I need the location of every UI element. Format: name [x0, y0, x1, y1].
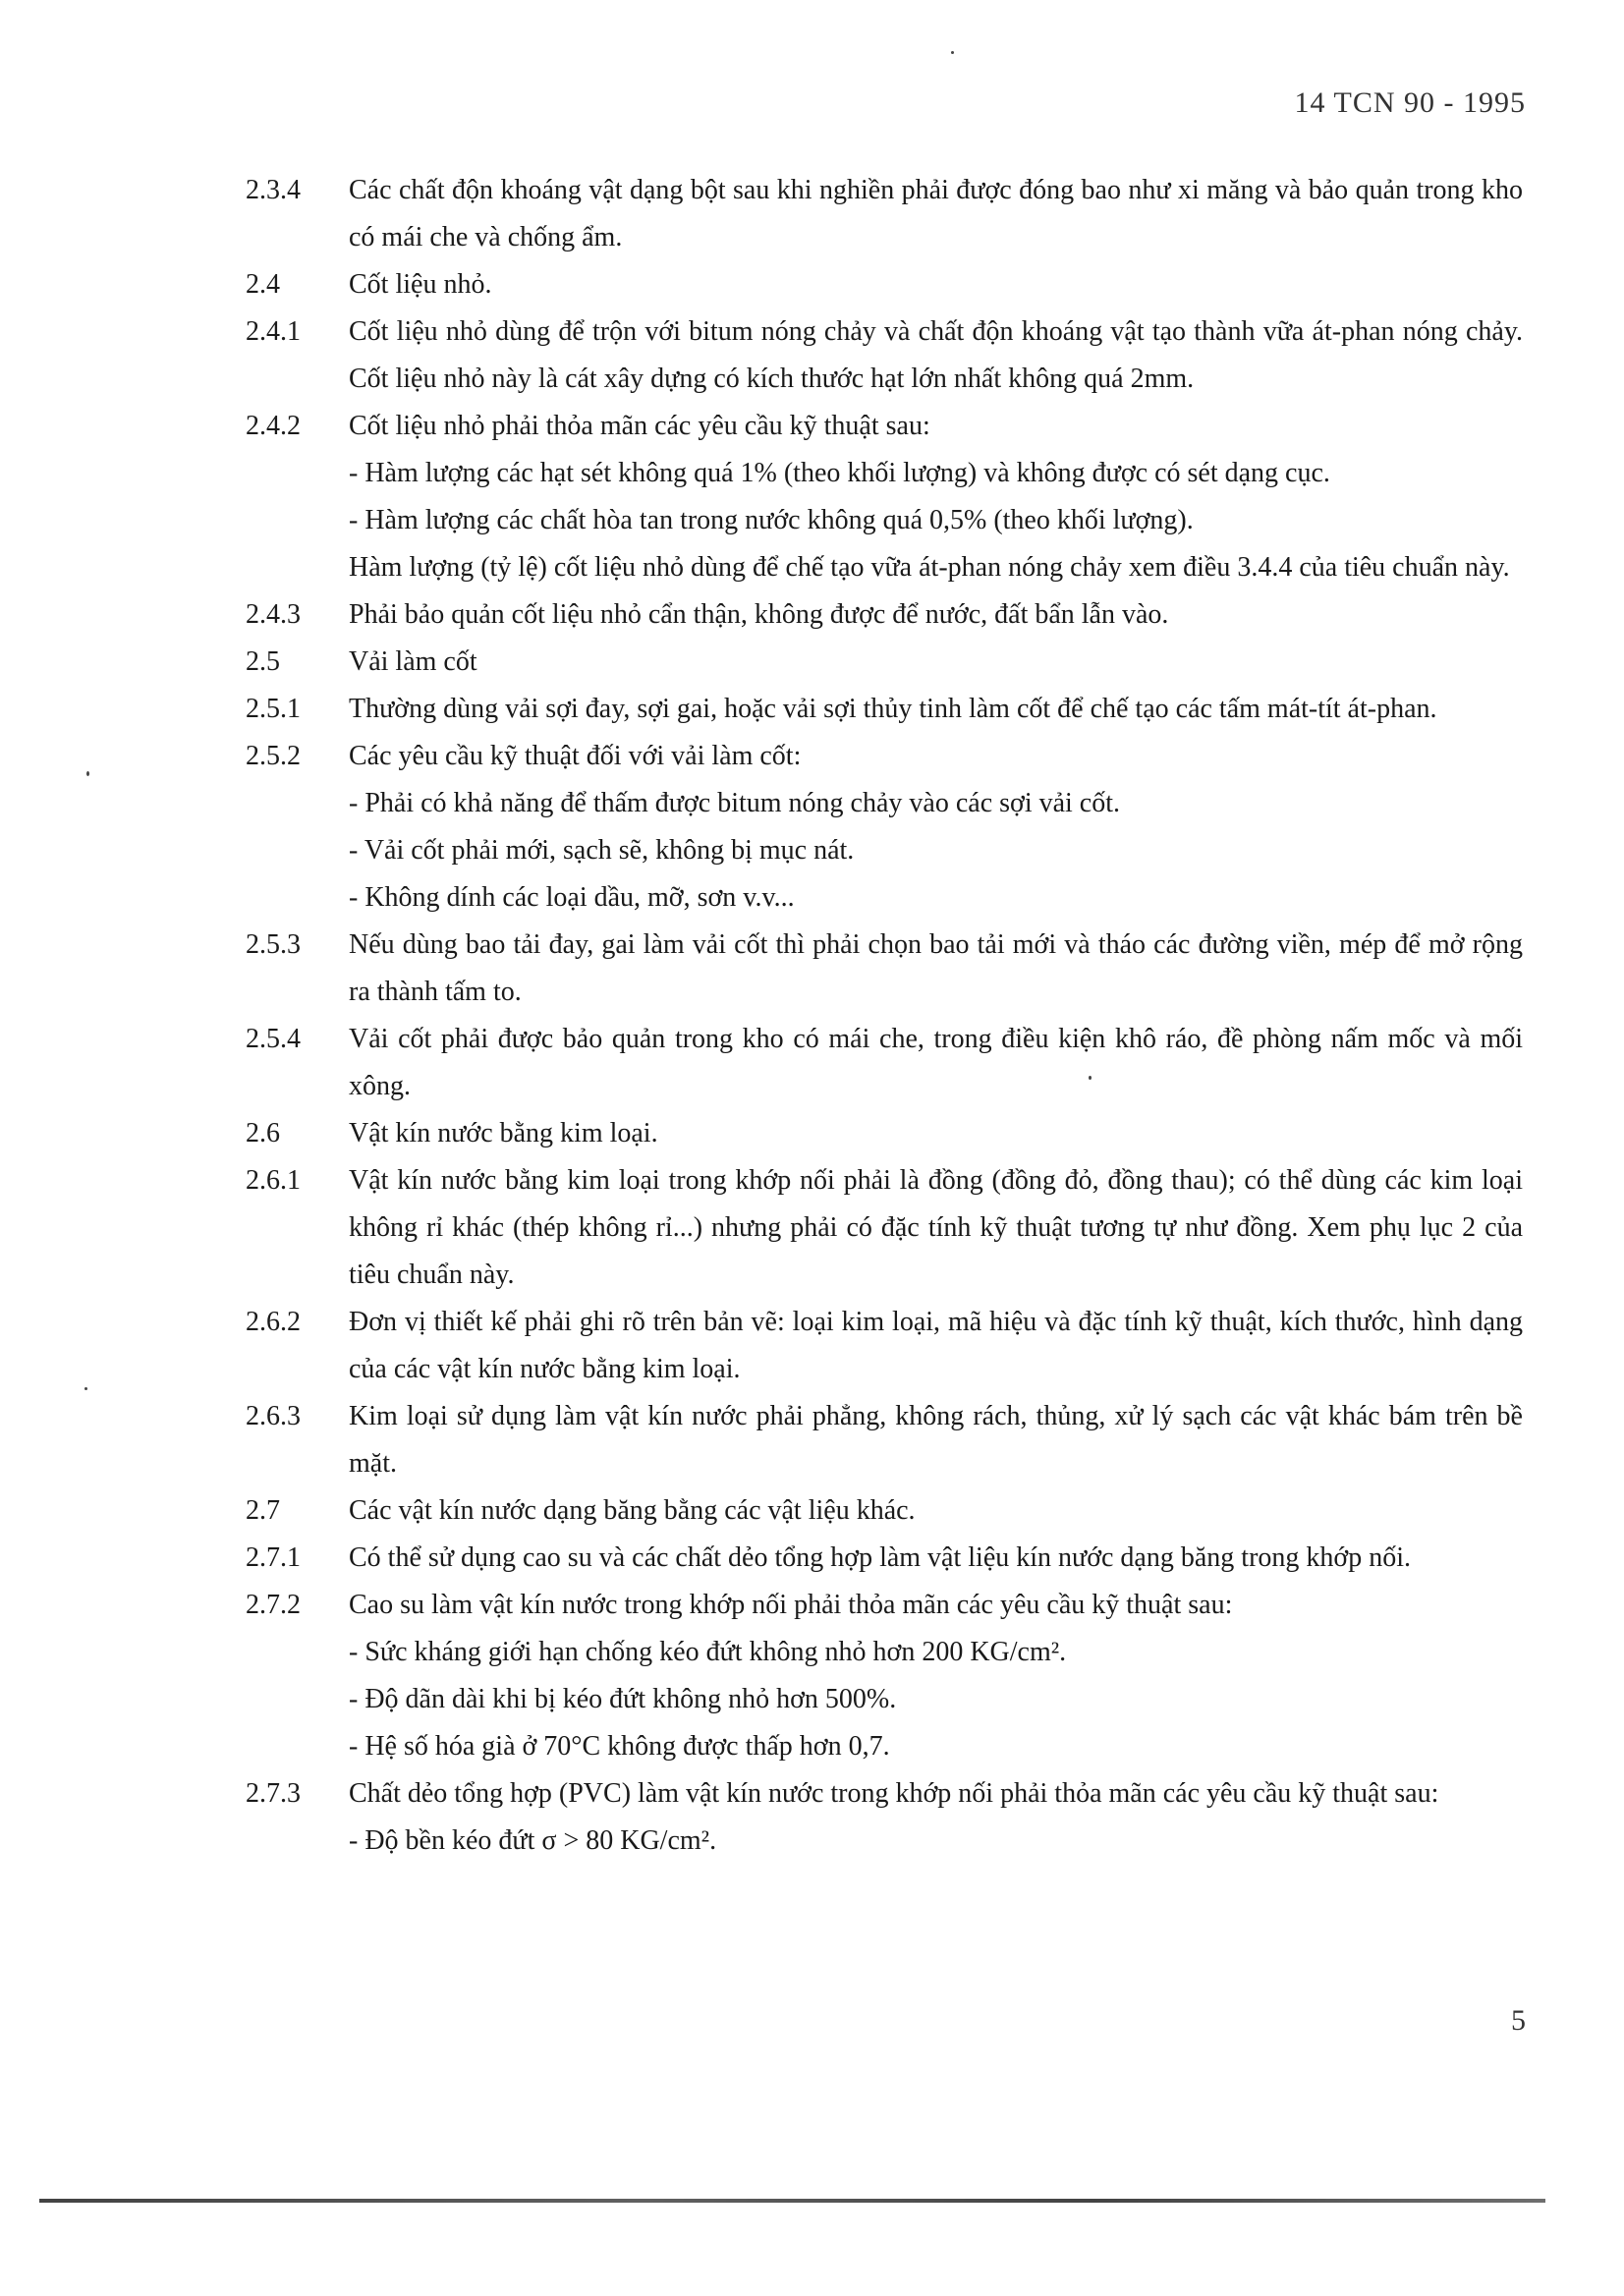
clause-paragraph: Kim loại sử dụng làm vật kín nước phải phẳng, không rách, thủng, xử lý sạch các vật khác bám trên bề mặt.: [349, 1401, 1523, 1479]
clause-subline: - Độ dãn dài khi bị kéo đứt không nhỏ hơn 500%.: [349, 1684, 897, 1714]
clause-2-6-2: [246, 1299, 1523, 1393]
clause-paragraph: Vật kín nước bằng kim loại.: [349, 1118, 658, 1148]
clause-2-7-3: [246, 1770, 1523, 1865]
clause-subline: - Hàm lượng các hạt sét không quá 1% (theo khối lượng) và không được có sét dạng cục.: [349, 458, 1330, 488]
clause-paragraph: Chất dẻo tổng hợp (PVC) làm vật kín nước trong khớp nối phải thỏa mãn các yêu cầu kỹ thuật sau:: [349, 1778, 1439, 1809]
clause-2-6-1: [246, 1157, 1523, 1299]
clause-2-4-1: [246, 308, 1523, 403]
clause-text: [349, 403, 1523, 591]
clause-paragraph: Vải cốt phải được bảo quản trong kho có mái che, trong điều kiện khô ráo, đề phòng nấm mốc và mối xông.: [349, 1024, 1523, 1101]
clause-number: 2.6.3: [246, 1401, 301, 1431]
scan-speck: [1089, 1076, 1092, 1080]
clause-number: 2.5.3: [246, 929, 301, 960]
clause-number: 2.7.2: [246, 1590, 301, 1620]
clause-subline: - Không dính các loại dầu, mỡ, sơn v.v...: [349, 882, 795, 913]
clause-paragraph: Cốt liệu nhỏ phải thỏa mãn các yêu cầu kỹ thuật sau:: [349, 411, 930, 441]
clause-text: [349, 1393, 1523, 1487]
clause-2-6-3: [246, 1393, 1523, 1487]
clause-paragraph: Thường dùng vải sợi đay, sợi gai, hoặc vải sợi thủy tinh làm cốt để chế tạo các tấm mát-tít át-phan.: [349, 694, 1437, 724]
clause-number: 2.5.2: [246, 741, 301, 771]
clause-number: 2.4.2: [246, 411, 301, 441]
document-header: 14 TCN 90 - 1995: [1294, 86, 1526, 119]
clause-subline: - Vải cốt phải mới, sạch sẽ, không bị mục nát.: [349, 835, 855, 866]
clause-2-3-4: [246, 167, 1523, 261]
clause-paragraph: Phải bảo quản cốt liệu nhỏ cẩn thận, không được để nước, đất bẩn lẫn vào.: [349, 599, 1169, 630]
clause-subline: Hàm lượng (tỷ lệ) cốt liệu nhỏ dùng để chế tạo vữa át-phan nóng chảy xem điều 3.4.4 của tiêu chuẩn này.: [349, 552, 1510, 583]
clause-number: 2.6.2: [246, 1307, 301, 1337]
clause-text: [349, 261, 1523, 308]
clause-text: [349, 1157, 1523, 1299]
clause-text: [349, 686, 1523, 733]
scan-speck: [951, 51, 954, 54]
page-number: 5: [1511, 2004, 1526, 2037]
clause-text: [349, 1110, 1523, 1157]
clause-text: [349, 922, 1523, 1016]
clause-2-5-4: [246, 1016, 1523, 1110]
clause-paragraph: Có thể sử dụng cao su và các chất dẻo tổng hợp làm vật liệu kín nước dạng băng trong khớp nối.: [349, 1542, 1411, 1573]
clause-subline: - Sức kháng giới hạn chống kéo đứt không nhỏ hơn 200 KG/cm².: [349, 1637, 1067, 1667]
clause-text: [349, 1770, 1523, 1865]
clause-text: [349, 308, 1523, 403]
clause-2-5: [246, 639, 1523, 686]
clause-number: 2.3.4: [246, 175, 301, 205]
clause-number: 2.5.4: [246, 1024, 301, 1054]
clause-text: [349, 167, 1523, 261]
clause-2-7-1: [246, 1535, 1523, 1582]
bottom-rule: [39, 2199, 1545, 2203]
clause-paragraph: Vật kín nước bằng kim loại trong khớp nối phải là đồng (đồng đỏ, đồng thau); có thể dùng các kim loại không rỉ khác (thép không rỉ...) nhưng phải có đặc tính kỹ thuật tương tự như đồng. Xem phụ lục 2 của tiêu chuẩn này.: [349, 1165, 1523, 1290]
clause-text: [349, 591, 1523, 639]
clause-paragraph: Cốt liệu nhỏ dùng để trộn với bitum nóng chảy và chất độn khoáng vật tạo thành vữa át-phan nóng chảy. Cốt liệu nhỏ này là cát xây dựng có kích thước hạt lớn nhất không quá 2mm.: [349, 316, 1523, 394]
clause-paragraph: Các chất độn khoáng vật dạng bột sau khi nghiền phải được đóng bao như xi măng và bảo quản trong kho có mái che và chống ẩm.: [349, 175, 1523, 252]
document-body: [246, 167, 1523, 1865]
clause-2-6: [246, 1110, 1523, 1157]
clause-2-4-3: [246, 591, 1523, 639]
clause-number: 2.6: [246, 1118, 280, 1148]
clause-2-4-2: [246, 403, 1523, 591]
clause-number: 2.5: [246, 646, 280, 677]
clause-subline: - Phải có khả năng để thấm được bitum nóng chảy vào các sợi vải cốt.: [349, 788, 1121, 818]
clause-text: [349, 1487, 1523, 1535]
clause-text: [349, 1299, 1523, 1393]
clause-text: [349, 639, 1523, 686]
clause-paragraph: Vải làm cốt: [349, 646, 477, 677]
clause-subline: - Hàm lượng các chất hòa tan trong nước không quá 0,5% (theo khối lượng).: [349, 505, 1194, 535]
scan-speck: [86, 771, 89, 776]
clause-2-7: [246, 1487, 1523, 1535]
clause-text: [349, 1535, 1523, 1582]
clause-text: [349, 1582, 1523, 1770]
clause-2-4: [246, 261, 1523, 308]
clause-paragraph: Các yêu cầu kỹ thuật đối với vải làm cốt:: [349, 741, 802, 771]
clause-number: 2.7.3: [246, 1778, 301, 1809]
clause-number: 2.6.1: [246, 1165, 301, 1196]
clause-2-5-1: [246, 686, 1523, 733]
clause-number: 2.7.1: [246, 1542, 301, 1573]
clause-2-5-2: [246, 733, 1523, 922]
clause-text: [349, 1016, 1523, 1110]
clause-text: [349, 733, 1523, 922]
clause-paragraph: Đơn vị thiết kế phải ghi rõ trên bản vẽ: loại kim loại, mã hiệu và đặc tính kỹ thuật, kích thước, hình dạng của các vật kín nước bằng kim loại.: [349, 1307, 1523, 1384]
clause-number: 2.4.1: [246, 316, 301, 347]
clause-paragraph: Cốt liệu nhỏ.: [349, 269, 492, 300]
clause-number: 2.7: [246, 1495, 280, 1526]
clause-paragraph: Cao su làm vật kín nước trong khớp nối phải thỏa mãn các yêu cầu kỹ thuật sau:: [349, 1590, 1233, 1620]
clause-2-5-3: [246, 922, 1523, 1016]
clause-number: 2.5.1: [246, 694, 301, 724]
clause-2-7-2: [246, 1582, 1523, 1770]
clause-number: 2.4: [246, 269, 280, 300]
clause-subline: - Hệ số hóa già ở 70°C không được thấp hơn 0,7.: [349, 1731, 890, 1762]
clause-paragraph: Các vật kín nước dạng băng bằng các vật liệu khác.: [349, 1495, 916, 1526]
scan-speck: [84, 1387, 87, 1390]
clause-number: 2.4.3: [246, 599, 301, 630]
clause-subline: - Độ bền kéo đứt σ > 80 KG/cm².: [349, 1825, 717, 1856]
clause-paragraph: Nếu dùng bao tải đay, gai làm vải cốt thì phải chọn bao tải mới và tháo các đường viền, mép để mở rộng ra thành tấm to.: [349, 929, 1523, 1007]
